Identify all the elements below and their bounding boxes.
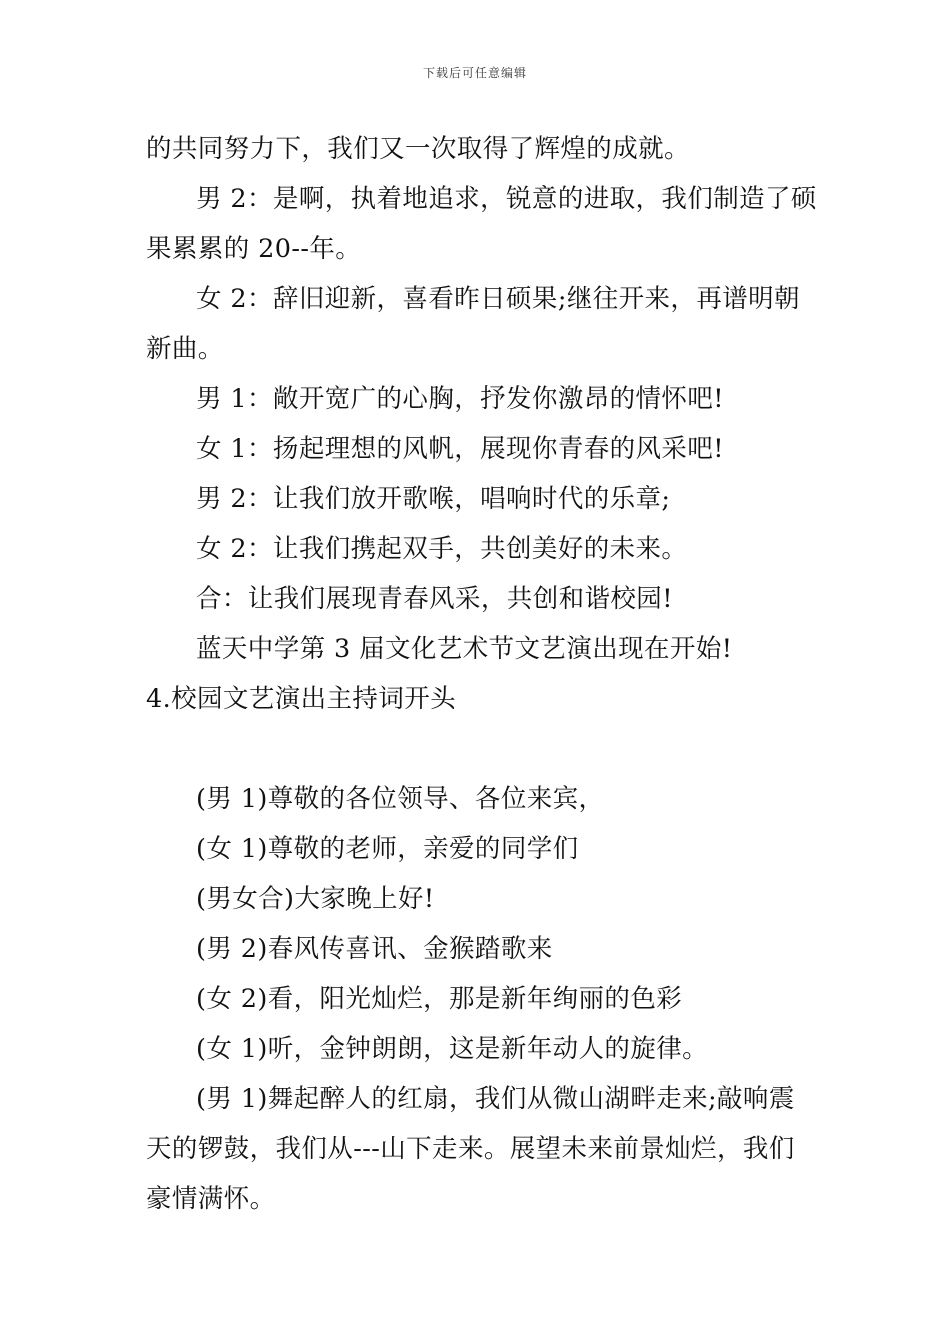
- text-line: 蓝天中学第 3 届文化艺术节文艺演出现在开始!: [196, 634, 733, 664]
- text-line: (男女合)大家晚上好!: [196, 884, 435, 914]
- text-line: 新曲。: [146, 334, 224, 364]
- text-line: (男 1)尊敬的各位领导、各位来宾，: [196, 784, 605, 814]
- text-line: 合：让我们展现青春风采，共创和谐校园!: [196, 584, 673, 614]
- text-line: 的共同努力下，我们又一次取得了辉煌的成就。: [146, 134, 690, 164]
- text-line: 果累累的 20--年。: [146, 234, 362, 264]
- blank-line: [146, 724, 816, 774]
- text-line: (女 2)看，阳光灿烂，那是新年绚丽的色彩: [196, 984, 683, 1014]
- text-line: (女 1)尊敬的老师，亲爱的同学们: [196, 834, 579, 864]
- text-line: 天的锣鼓，我们从---山下走来。展望未来前景灿烂，我们: [146, 1134, 795, 1164]
- text-line: 男 2：让我们放开歌喉，唱响时代的乐章;: [196, 484, 671, 514]
- text-line: (男 2)春风传喜讯、金猴踏歌来: [196, 934, 553, 964]
- section-heading: 4.校园文艺演出主持词开头: [146, 684, 457, 714]
- text-line: (男 1)舞起醉人的红扇，我们从微山湖畔走来;敲响震: [196, 1084, 795, 1114]
- page-header-note: 下载后可任意编辑: [422, 66, 527, 80]
- text-line: 女 2：让我们携起双手，共创美好的未来。: [196, 534, 688, 564]
- text-line: 女 2：辞旧迎新，喜看昨日硕果;继往开来，再谱明朝: [196, 284, 800, 314]
- document-body: [146, 124, 816, 1224]
- text-line: 豪情满怀。: [146, 1184, 276, 1214]
- text-line: 男 1：敞开宽广的心胸，抒发你激昂的情怀吧!: [196, 384, 724, 414]
- text-line: 女 1：扬起理想的风帆，展现你青春的风采吧!: [196, 434, 724, 464]
- text-line: 男 2：是啊，执着地追求，锐意的进取，我们制造了硕: [196, 184, 817, 214]
- text-line: (女 1)听，金钟朗朗，这是新年动人的旋律。: [196, 1034, 709, 1064]
